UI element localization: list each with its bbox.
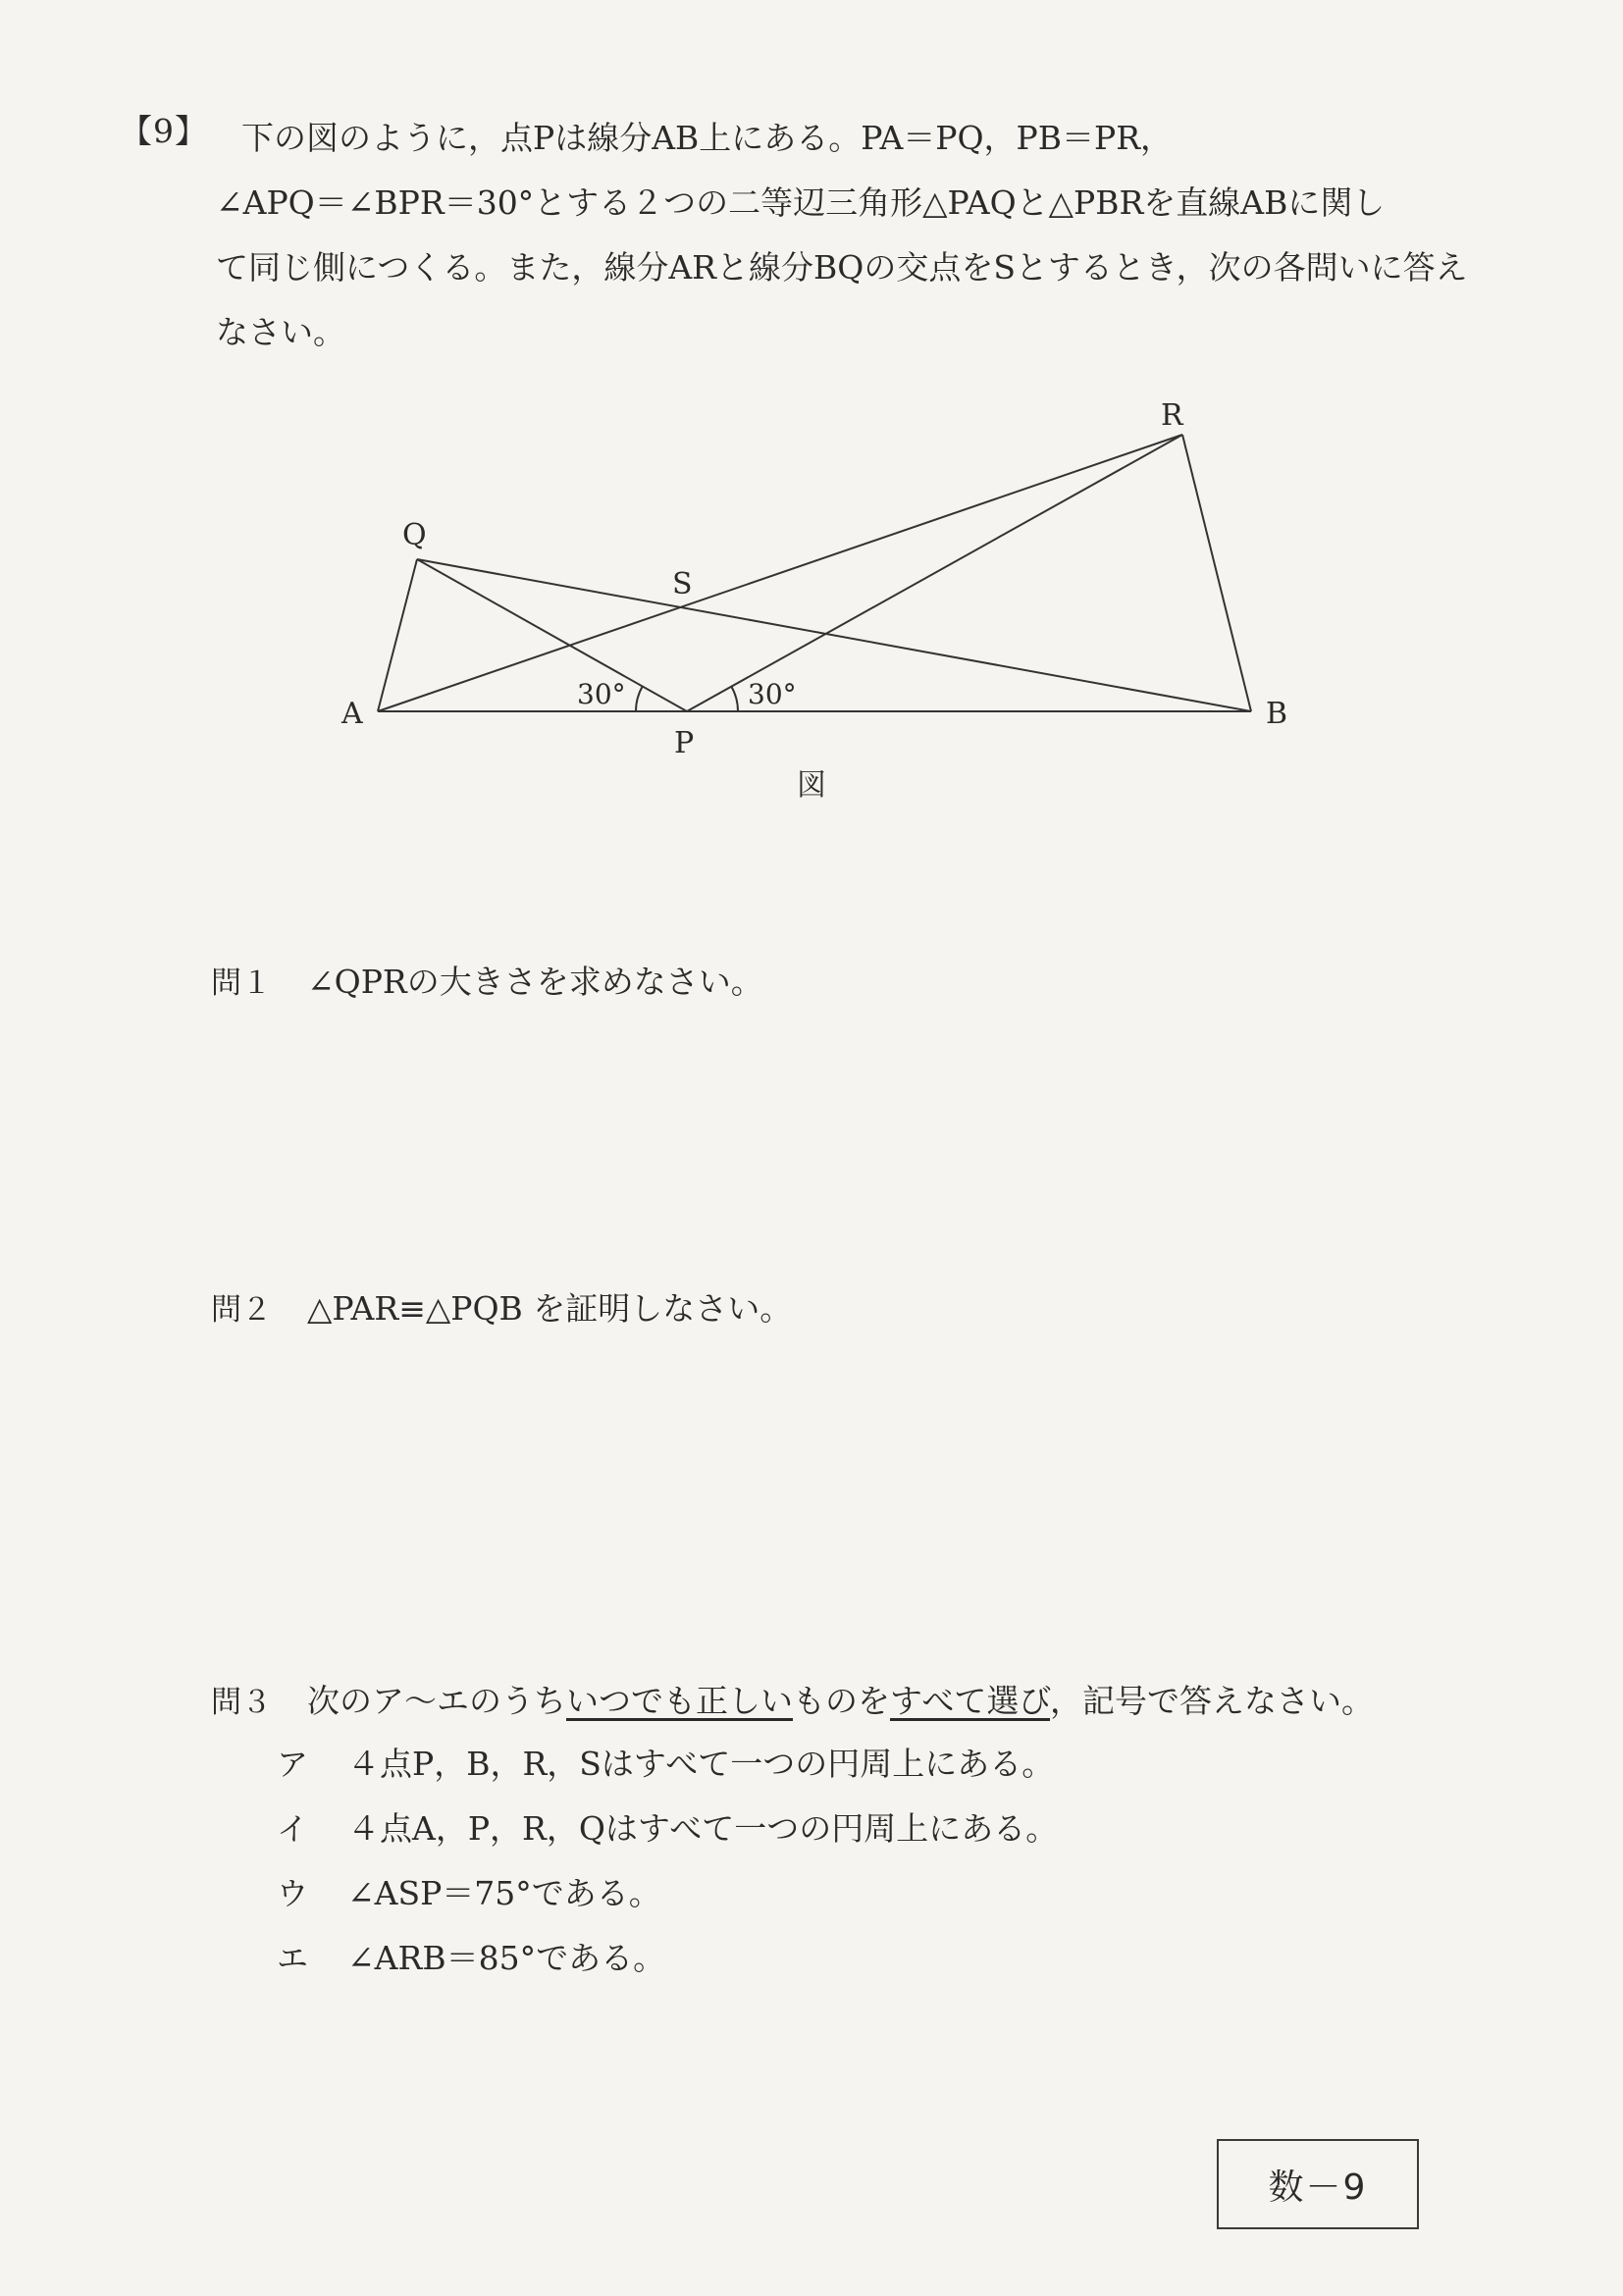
label-P: P: [674, 726, 695, 760]
label-S: S: [672, 567, 693, 601]
label-R: R: [1161, 398, 1183, 433]
choice-i-text: ４点A，P，R，Qはすべて一つの円周上にある。: [347, 1809, 1059, 1848]
choice-a-label: ア: [277, 1746, 309, 1783]
question-3-label: 問３: [211, 1685, 272, 1720]
segment-QP: [417, 559, 687, 711]
choice-u-text: ∠ASP＝75°である。: [347, 1874, 661, 1912]
angle-label-right: 30°: [748, 678, 797, 710]
segment-PR: [687, 435, 1182, 711]
problem-line-2: ∠APQ＝∠BPR＝30°とする２つの二等辺三角形△PAQと△PBRを直線ABに関し: [216, 183, 1386, 222]
segment-RB: [1182, 435, 1251, 711]
question-1-label: 問１: [211, 965, 272, 1001]
question-3-text-after: ，記号で答えなさい。: [1050, 1682, 1375, 1720]
question-2-label: 問２: [211, 1292, 272, 1328]
figure-caption: 図: [797, 768, 826, 803]
question-2-text: △PAR≡△PQB を証明しなさい。: [307, 1289, 793, 1328]
angle-arc-right: [731, 686, 738, 711]
choice-a: [277, 1739, 1054, 1785]
label-Q: Q: [402, 518, 427, 552]
question-3-text-mid: ものを: [793, 1682, 890, 1720]
choice-i: [277, 1803, 1058, 1850]
problem-number: 【9】: [120, 112, 208, 150]
choice-e: [277, 1933, 665, 1979]
question-3: [211, 1676, 1374, 1722]
segment-AQ: [378, 559, 417, 711]
choice-e-label: エ: [277, 1940, 309, 1977]
segment-AR: [378, 435, 1182, 711]
segment-QB: [417, 559, 1251, 711]
problem-line-3: て同じ側につくる。また，線分ARと線分BQの交点をSとするとき，次の各問いに答え: [216, 248, 1468, 287]
question-3-text-before: 次のア～エのうち: [307, 1682, 566, 1720]
label-A: A: [341, 697, 363, 731]
choice-e-text: ∠ARB＝85°である。: [347, 1939, 666, 1977]
choice-i-label: イ: [277, 1810, 309, 1848]
geometry-figure: [324, 388, 1305, 760]
choice-u: [277, 1868, 661, 1914]
angle-label-left: 30°: [577, 678, 626, 710]
question-3-underline-always-true: いつでも正しい: [566, 1682, 793, 1720]
question-1-text: ∠QPRの大きさを求めなさい。: [307, 963, 763, 1001]
question-3-underline-select-all: すべて選び: [890, 1682, 1051, 1720]
question-1: [211, 957, 763, 1003]
problem-line-1: 下の図のように，点Pは線分AB上にある。PA＝PQ，PB＝PR，: [241, 119, 1174, 157]
angle-arc-left: [636, 686, 643, 711]
choice-a-text: ４点P，B，R，Sはすべて一つの円周上にある。: [347, 1745, 1055, 1783]
problem-line-4: なさい。: [216, 313, 345, 351]
label-B: B: [1266, 697, 1288, 731]
question-2: [211, 1283, 792, 1330]
page-number-box: 数－9: [1217, 2139, 1419, 2229]
figure-svg: [324, 388, 1305, 760]
problem-statement: [216, 106, 1531, 365]
choice-u-label: ウ: [277, 1875, 309, 1912]
